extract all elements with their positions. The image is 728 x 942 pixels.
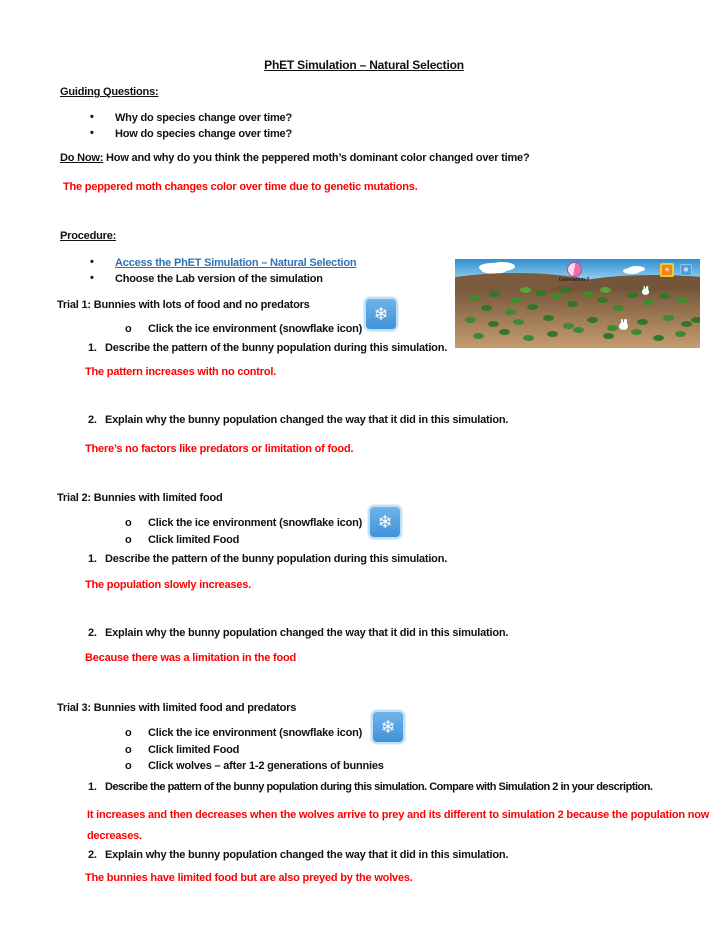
circle-bullet-icon: o: [125, 727, 132, 739]
phet-simulation-link[interactable]: Access the PhET Simulation – Natural Selection: [115, 257, 357, 269]
number-one-marker: 1.: [88, 781, 97, 793]
cloud: [623, 268, 640, 274]
snowflake-icon: ❄: [683, 265, 689, 274]
trial3-answer-2: The bunnies have limited food but are also preyed by the wolves.: [85, 872, 413, 884]
trial2-answer-2: Because there was a limitation in the food: [85, 652, 297, 664]
procedure-step-lab-version: Choose the Lab version of the simulation: [115, 273, 323, 285]
bullet-icon: •: [90, 256, 94, 268]
trial1-question-1: Describe the pattern of the bunny population during this simulation.: [105, 342, 448, 354]
sun-environment-button: [660, 263, 674, 277]
trial3-question-1: Describe the pattern of the bunny population during this simulation. Compare with Simulation 2 in your description.: [105, 781, 653, 793]
snow-environment-button: [680, 264, 692, 276]
snowflake-icon: ❄: [373, 303, 389, 325]
trial1-question-2: Explain why the bunny population changed the way that it did in this simulation.: [105, 414, 509, 426]
trial2-substep-1: Click the ice environment (snowflake icon): [148, 517, 363, 529]
guiding-questions-heading: Guiding Questions:: [60, 86, 159, 98]
bunny: [619, 319, 628, 330]
simulation-screenshot: [455, 259, 700, 348]
generation-clock-icon: [567, 262, 582, 277]
snowflake-icon: ❄: [377, 511, 393, 533]
trial1-substep-1: Click the ice environment (snowflake icon): [148, 323, 363, 335]
circle-bullet-icon: o: [125, 760, 132, 772]
ground: [455, 291, 700, 348]
trial2-question-2: Explain why the bunny population changed the way that it did in this simulation.: [105, 627, 509, 639]
trial3-heading: Trial 3: Bunnies with limited food and predators: [57, 702, 297, 714]
trial3-question-2: Explain why the bunny population changed the way that it did in this simulation.: [105, 849, 509, 861]
sun-icon: ☀: [663, 265, 671, 274]
circle-bullet-icon: o: [125, 744, 132, 756]
bullet-icon: •: [90, 272, 94, 284]
bullet-icon: •: [90, 111, 94, 123]
do-now-answer: The peppered moth changes color over time due to genetic mutations.: [63, 181, 418, 193]
bunny-body: [619, 322, 628, 330]
bullet-icon: •: [90, 127, 94, 139]
circle-bullet-icon: o: [125, 323, 132, 335]
do-now-line: [60, 151, 529, 165]
guiding-question-1: Why do species change over time?: [115, 112, 292, 124]
trial2-question-1: Describe the pattern of the bunny population during this simulation.: [105, 553, 448, 565]
trial3-substep-1: Click the ice environment (snowflake icon): [148, 727, 363, 739]
number-two-marker: 2.: [88, 414, 97, 426]
trial3-answer-1: It increases and then decreases when the wolves arrive to prey and its different to simulation 2 because the population now decreases.: [87, 809, 710, 842]
snowflake-button-image-trial1: [364, 297, 398, 331]
trial3-substep-2: Click limited Food: [148, 744, 240, 756]
snowflake-icon: ❄: [380, 716, 396, 738]
generation-label: Generation 0: [558, 277, 590, 283]
trial1-heading: Trial 1: Bunnies with lots of food and no predators: [57, 299, 310, 311]
snowflake-button-image-trial3: [371, 710, 405, 744]
number-one-marker: 1.: [88, 342, 97, 354]
guiding-question-2: How do species change over time?: [115, 128, 292, 140]
number-two-marker: 2.: [88, 627, 97, 639]
trial3-substep-3: Click wolves – after 1-2 generations of bunnies: [148, 760, 384, 772]
procedure-heading: Procedure:: [60, 230, 117, 242]
page-title-text: PhET Simulation – Natural Selection: [264, 58, 464, 72]
trial1-answer-2: There’s no factors like predators or limitation of food.: [85, 443, 354, 455]
phet-simulation-link-line: [115, 256, 356, 270]
snowflake-button-image-trial2: [368, 505, 402, 539]
trial2-answer-1: The population slowly increases.: [85, 579, 251, 591]
bunny: [642, 286, 649, 295]
number-two-marker: 2.: [88, 849, 97, 861]
do-now-question: How and why do you think the peppered moth’s dominant color changed over time?: [103, 152, 530, 164]
circle-bullet-icon: o: [125, 534, 132, 546]
page-title: [0, 58, 728, 72]
do-now-label: Do Now:: [60, 152, 104, 164]
bunny-body: [642, 289, 649, 295]
trial2-heading: Trial 2: Bunnies with limited food: [57, 492, 223, 504]
trial1-answer-1: The pattern increases with no control.: [85, 366, 277, 378]
trial2-substep-2: Click limited Food: [148, 534, 240, 546]
circle-bullet-icon: o: [125, 517, 132, 529]
number-one-marker: 1.: [88, 553, 97, 565]
